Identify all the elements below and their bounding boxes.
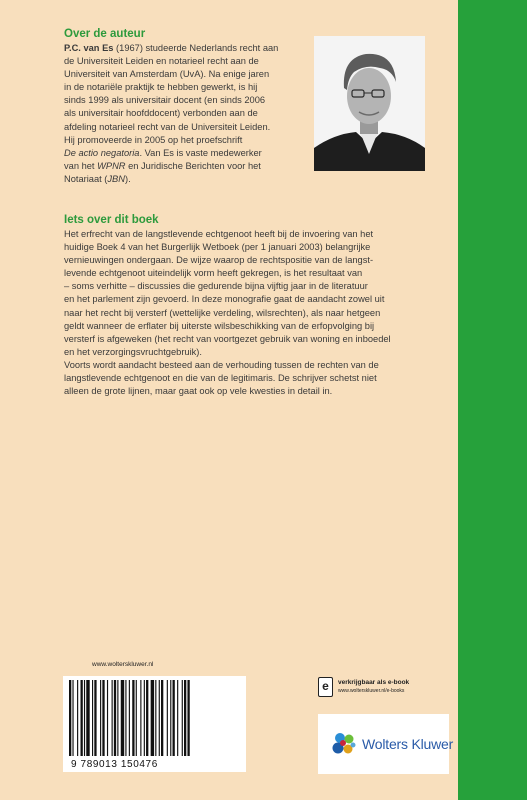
book-heading: Iets over dit boek [64,214,159,226]
author-bio-line: sinds 1999 als universitair docent (en sinds 2006 [64,95,266,106]
book-spine [458,0,527,800]
barcode-bar [121,680,124,756]
barcode-bar [187,680,189,756]
author-bio-line: De actio negatoria. Van Es is vaste medewerker [64,147,262,158]
barcode-bar [167,680,168,756]
isbn-barcode [63,676,246,772]
ebook-url: www.wolterskluwer.nl/e-books [338,688,405,694]
barcode-bar [151,680,154,756]
ebook-notice [318,677,448,699]
barcode-bar [69,680,71,756]
author-bio [64,42,278,186]
barcode-bar [84,680,85,756]
barcode-bar [72,680,73,756]
barcode-bar [112,680,113,756]
author-bio-line: P.C. van Es (1967) studeerde Nederlands recht aan [64,43,279,53]
barcode-bar [100,680,101,756]
author-bio-line: van het WPNR en Juridische Berichten voor het [64,160,261,171]
publisher-logo-box [318,714,454,774]
author-photo [314,36,425,171]
barcode-bar [117,680,118,756]
author-portrait-illustration [314,36,425,171]
barcode-bar [86,680,89,756]
barcode-bar [140,680,141,756]
author-bio-line: Notariaat (JBN). [64,173,131,184]
book-description-line: en het parlement zijn gevoerd. In deze monografie gaat de aandacht zowel uit [64,294,385,305]
barcode-bar [102,680,104,756]
barcode-bar [177,680,178,756]
wolters-kluwer-logo-icon [330,730,358,758]
book-description-line: Voorts wordt aandacht besteed aan de verhouding tussen de rechten van de [64,359,379,370]
barcode-bar [94,680,96,756]
author-bio-line: afdeling notarieel recht van de Universiteit Leiden. [64,121,271,132]
barcode-bar [92,680,93,756]
book-description-line: vernieuwingen ondergaan. De wijze waarop de rechtspositie van de langst- [64,255,374,266]
book-description-line: versterf is afgeweken (het recht van voortgezet gebruik van woning en inboedel [64,333,391,344]
book-description [64,228,391,398]
barcode-bar [173,680,175,756]
barcode-bar [161,680,163,756]
book-description-line: alleen de grote lijnen, maar gaat ook op vele kwesties in detail in. [64,386,333,397]
author-heading: Over de auteur [64,28,146,40]
barcode-bar [146,680,148,756]
barcode-bar [170,680,171,756]
barcode-bar [184,680,186,756]
publisher-name: Wolters Kluwer [362,736,454,752]
book-description-line: naar het recht bij versterf (wettelijke verdeling, wilsrechten), als naar hetgeen [64,307,381,318]
book-description-line: geldt wanneer de erflater bij uiterste wilsbeschikking van de erfopvolging bij [64,320,375,331]
barcode-bar [136,680,137,756]
barcode-bar [132,680,134,756]
publisher-website: www.wolterskluwer.nl [92,661,154,668]
barcode-bar [155,680,156,756]
author-bio-line: de Universiteit Leiden en notarieel recht aan de [64,56,259,67]
book-description-line: langstlevende echtgenoot en die van de legitimaris. De schrijver schetst niet [64,373,377,384]
barcode-graphic [63,676,246,772]
author-bio-line: Universiteit van Amsterdam (UvA). Na enige jaren [64,69,270,80]
barcode-bar [182,680,183,756]
book-description-line: Het erfrecht van de langstlevende echtgenoot heeft bij de invoering van het [64,229,374,239]
barcode-bar [159,680,160,756]
barcode-bar [125,680,126,756]
author-name: P.C. van Es [64,43,114,53]
book-description-line: en het verzorgingsvruchtgebruik). [64,346,202,357]
author-bio-line: Hij promoveerde in 2005 op het proefschrift [64,134,243,145]
isbn-number: 9 789013 150476 [71,759,158,770]
book-description-line: – soms verhitte – discussies die gedurende bijna vijftig jaar in de literatuur [64,281,368,292]
barcode-bar [77,680,78,756]
ebook-availability-text: verkrijgbaar als e-book [338,679,410,686]
book-description-line: huidige Boek 4 van het Burgerlijk Wetboek (per 1 januari 2003) belangrijke [64,242,371,253]
barcode-bar [81,680,83,756]
book-description-line: levende echtgenoot uiteindelijk vorm heeft gekregen, is het resultaat van [64,268,363,279]
author-bio-line: als universitair hoofddocent) verbonden aan de [64,108,258,119]
barcode-bar [107,680,108,756]
barcode-bar [129,680,130,756]
ebook-icon: e [318,677,333,697]
author-bio-line: in de notariële praktijk te hebben gewerkt, is hij [64,82,258,93]
barcode-bar [144,680,145,756]
barcode-bar [114,680,116,756]
